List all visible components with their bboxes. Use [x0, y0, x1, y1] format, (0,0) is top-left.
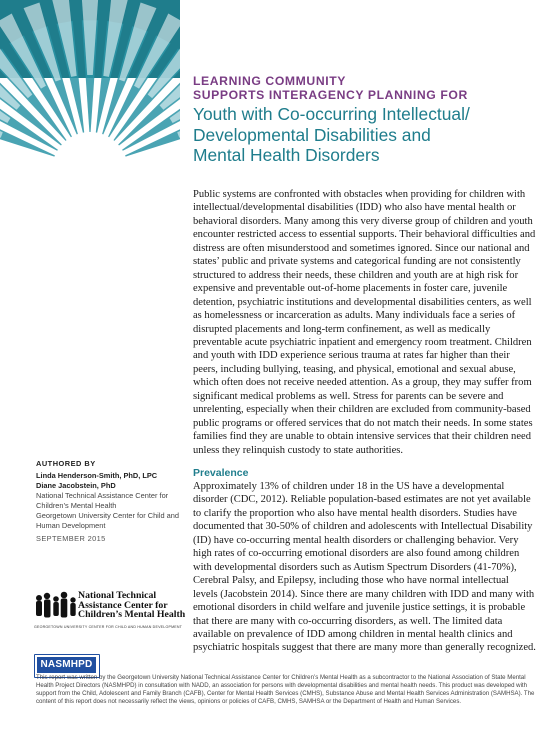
document-title	[193, 104, 543, 166]
prevalence-paragraph: Approximately 13% of children under 18 in the US have a developmental disorder (CDC, 2012). Reliable population-based estimates are not yet available to clarify the proportion who also have mental health disorders. Studies have documented that 30-50% of children and adolescents with Intellectual Disability (ID) have co-occurring mental health disorders or challenging behavior. Very high rates of co-occurring emotional disorders are also found among children with developmental disorders such as Autism Spectrum Disorders (41-70%), Cerebral Palsy, and Epilepsy, including those who have normal intellectual levels (Jacobstein 2014). Since there are many children with IDD and many with emotional disorders in child welfare and juvenile justice settings, it is probable that there are many with co-occurring disorders, as well. The limited data available on prevalence of IDD among children in mental health clinics and psychiatric hospitals suggest that there are many more than generally recognized.	[193, 481, 536, 654]
ntac-name: National Technical Assistance Center for Children’s Mental Health	[78, 590, 186, 621]
intro-paragraph: Public systems are confronted with obstacles when providing for children with intellectual/developmental disabilities (IDD) who also have mental health or behavioral disorders. Many among this very diverse group of children and youth encounter restricted access to essential supports. Their behavioral difficulties and distress are often misunderstood and sometimes ignored. Since our national and states’ public and private systems and categorical funding are not consistently structured to address their needs, these children and youth are at high risk for expensive and preventable out-of-home placements in foster care, juvenile detention, psychiatric institutions and developmental disabilities centers, as well as homelessness or incarceration as adults. Many individuals face a series of disrupted placements and long-term confinement, as well as medically preventable acute psychiatric inpatient and emergency room treatment. Children and youth with IDD experience serious trauma at rates far higher than their peers, including bullying, teasing, and physical, emotional and sexual abuse, which often does not receive needed attention. As a group, they may suffer from significant medical problems as well. Stress for parents can be severe and unrelenting, especially when their children are excluded from community-based public programs or offered services that do not match their needs. In some states families find they are unable to obtain intensive services that their children need unless they relinquish custody to state authorities.	[193, 189, 536, 456]
authored-by-label: AUTHORED BY	[36, 459, 96, 468]
title-line-2: Developmental Disabilities and	[193, 124, 431, 145]
author-affiliation-1: National Technical Assistance Center for Children’s Mental Health	[36, 491, 169, 510]
prevalence-heading: Prevalence	[193, 467, 249, 479]
ntac-subline: GEORGETOWN UNIVERSITY CENTER FOR CHILD AND HUMAN DEVELOPMENT	[34, 625, 183, 629]
author-block	[36, 459, 186, 544]
nasmhpd-logo: NASMHPD	[37, 657, 96, 673]
author-name-2: Diane Jacobstein, PhD	[36, 481, 116, 490]
people-silhouettes-icon	[34, 591, 78, 623]
kicker-line-1: LEARNING COMMUNITY	[193, 74, 346, 88]
sunburst-fan-graphic	[0, 0, 180, 170]
title-line-1: Youth with Co-occurring Intellectual/	[193, 104, 470, 124]
ntac-logo	[34, 591, 184, 635]
author-name-1: Linda Henderson-Smith, PhD, LPC	[36, 471, 158, 480]
funding-footnote: This report was written by the Georgetown University National Technical Assistance Center for Children’s Mental Health as a subcontractor to the National Association of State Mental Health Project Directors (NASMHPD) in consultation with NADD, an association for persons with developmental disabilities and mental health needs. This product was developed with support from the Child, Adolescent and Family Branch (CAFB), Center for Mental Health Services (CMHS), Substance Abuse and Mental Health Services Administration (SAMHSA). The content of this report does not necessarily reflect the views, opinions or policies of CAFB, CMHS, SAMHSA or the Department of Health and Human Services.	[36, 674, 535, 705]
document-kicker	[193, 74, 543, 102]
author-affiliation-2: Georgetown University Center for Child and Human Development	[36, 511, 179, 530]
title-line-3: Mental Health Disorders	[193, 145, 380, 165]
kicker-line-2: SUPPORTS INTERAGENCY PLANNING FOR	[193, 88, 468, 102]
publication-date: SEPTEMBER 2015	[36, 534, 106, 543]
